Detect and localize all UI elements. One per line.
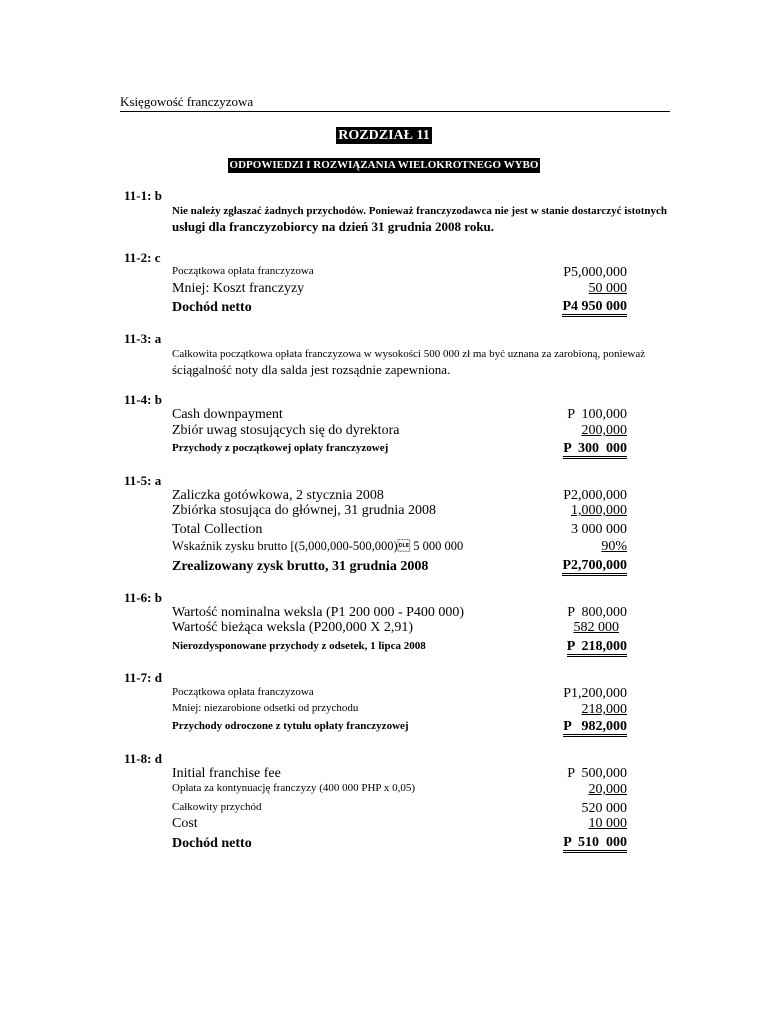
chapter-subtitle: ODPOWIEDZI I ROZWIĄZANIA WIELOKROTNEGO WYBO (229, 159, 539, 171)
answer-text-1-line2: usługi dla franczyzobiorcy na dzień 31 grudnia 2008 roku. (172, 219, 495, 234)
line-item-label: Zrealizowany zysk brutto, 31 grudnia 2008 (172, 559, 429, 574)
line-item-label: Total Collection (172, 522, 263, 537)
line-item-amount: P1,200,000 (563, 686, 627, 701)
line-item-amount: P 982,000 (563, 720, 627, 737)
question-label-7: 11-7: d (124, 670, 162, 685)
line-item-label: Przychody z początkowej opłaty franczyzowej (172, 442, 389, 454)
line-item-label: Zbiór uwag stosujących się do dyrektora (172, 423, 400, 438)
chapter-title: ROZDZIAŁ 11 (338, 128, 430, 143)
line-item-amount: P2,700,000 (562, 559, 627, 576)
line-item-label: Opłata za kontynuację franczyzy (400 000 PHP x 0,05) (172, 782, 416, 794)
answer-text-1-line1: Nie należy zgłaszać żadnych przychodów. Ponieważ franczyzodawca nie jest w stanie dostarczyć istotnych (172, 205, 668, 217)
line-item-amount: P2,000,000 (563, 488, 627, 503)
line-item-amount: P 800,000 (567, 605, 627, 620)
line-item-label: Dochód netto (172, 836, 252, 851)
running-header: Księgowość franczyzowa (120, 94, 670, 112)
line-item-amount: 3 000 000 (571, 522, 627, 537)
line-item-amount: 1,000,000 (571, 503, 627, 518)
line-item-amount: 582 000 (573, 620, 619, 635)
chapter-subtitle-wrap (0, 155, 768, 173)
line-item-label: Mniej: Koszt franczyzy (172, 281, 305, 296)
question-label-5: 11-5: a (124, 473, 162, 488)
line-item-label: Initial franchise fee (172, 766, 281, 781)
line-item-label: Całkowity przychód (172, 801, 262, 813)
question-label-4: 11-4: b (124, 392, 162, 407)
line-item-label: Zaliczka gotówkowa, 2 stycznia 2008 (172, 488, 384, 503)
line-item-amount: P 300 000 (563, 442, 627, 459)
line-item-amount: 218,000 (581, 702, 627, 717)
line-item-label: Mniej: niezarobione odsetki od przychodu (172, 702, 359, 714)
line-item-label: Cost (172, 816, 198, 831)
line-item-amount: 20,000 (588, 782, 627, 797)
line-item-amount: 90% (601, 539, 627, 554)
line-item-amount: 10 000 (588, 816, 627, 831)
line-item-amount: P5,000,000 (563, 265, 627, 280)
answer-text-3-line2: ściągalność noty dla salda jest rozsądnie zapewniona. (172, 362, 451, 377)
line-item-amount: P4 950 000 (562, 300, 627, 317)
line-item-amount: 520 000 (581, 801, 627, 816)
line-item-amount: P 510 000 (563, 836, 627, 853)
line-item-label: Zbiórka stosująca do głównej, 31 grudnia 2008 (172, 503, 437, 518)
line-item-amount: 200,000 (581, 423, 627, 438)
line-item-label: Wartość bieżąca weksla (P200,000 X 2,91) (172, 620, 414, 635)
line-item-amount: P 100,000 (567, 407, 627, 422)
answer-text-3-line1: Całkowita początkowa opłata franczyzowa w wysokości 500 000 zł ma być uznana za zarobioną, ponieważ (172, 348, 646, 360)
chapter-title-wrap (0, 126, 768, 144)
line-item-amount: 50 000 (588, 281, 627, 296)
line-item-label: Przychody odroczone z tytułu opłaty franczyzowej (172, 720, 409, 732)
question-label-8: 11-8: d (124, 751, 162, 766)
line-item-label: Początkowa opłata franczyzowa (172, 265, 314, 277)
line-item-amount: P 500,000 (567, 766, 627, 781)
line-item-label: Wskaźnik zysku brutto [(5,000,000-500,000) 5 000 000 (172, 539, 464, 553)
question-label-3: 11-3: a (124, 331, 162, 346)
line-item-amount: P 218,000 (567, 640, 627, 657)
line-item-label: Cash downpayment (172, 407, 283, 422)
line-item-label: Dochód netto (172, 300, 252, 315)
line-item-label: Początkowa opłata franczyzowa (172, 686, 314, 698)
question-label-2: 11-2: c (124, 250, 161, 265)
line-item-label: Nierozdysponowane przychody z odsetek, 1 lipca 2008 (172, 640, 426, 652)
question-label-1: 11-1: b (124, 188, 162, 203)
question-label-6: 11-6: b (124, 590, 162, 605)
line-item-label: Wartość nominalna weksla (P1 200 000 - P400 000) (172, 605, 465, 620)
